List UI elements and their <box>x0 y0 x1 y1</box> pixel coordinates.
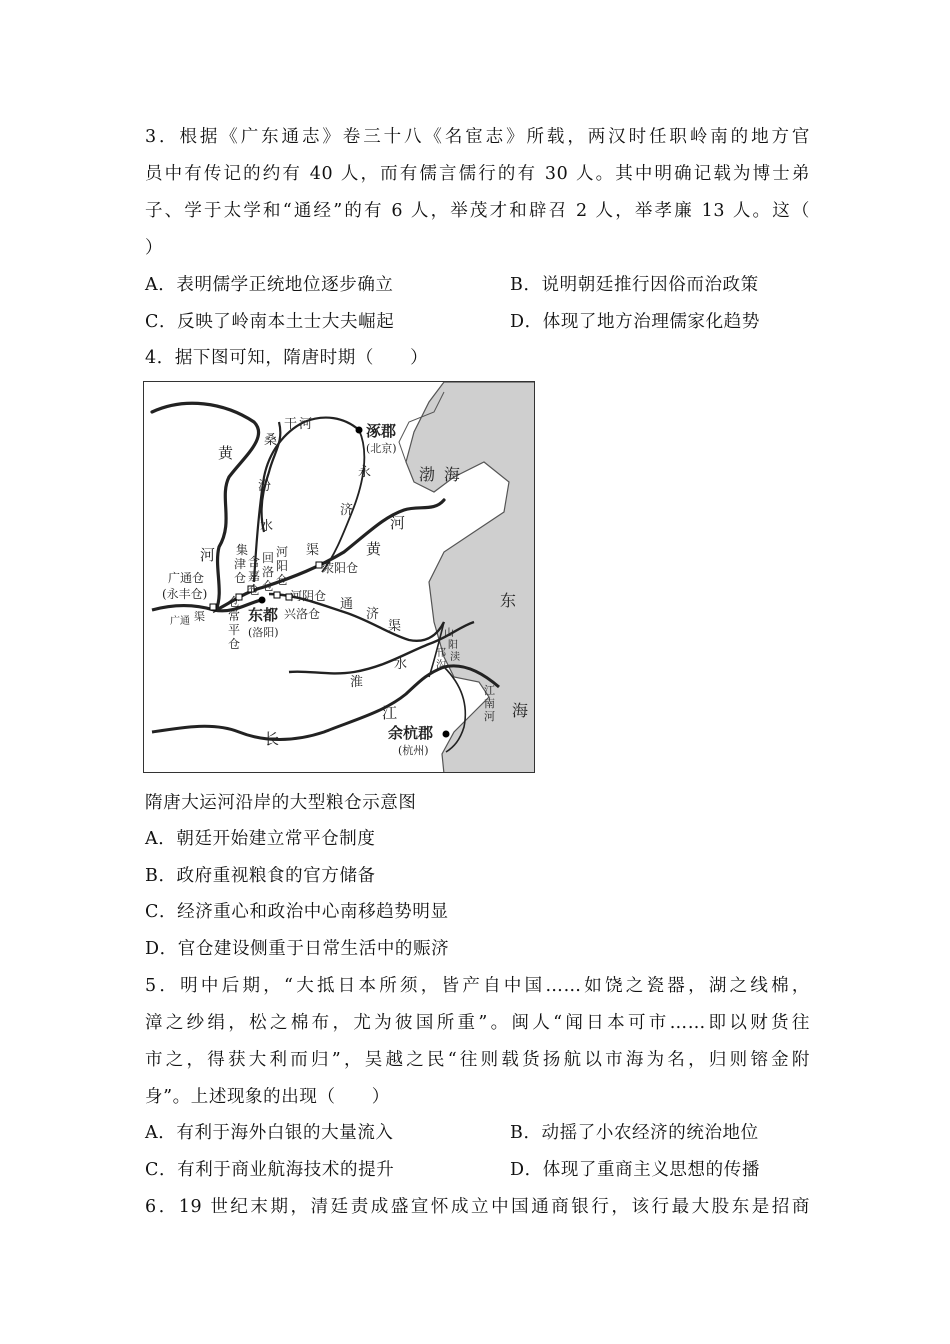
label-guangtong-canal-qu: 渠 <box>194 610 205 623</box>
label-bohai-1: 渤 <box>419 465 436 484</box>
label-hangou-2: 沟 <box>436 660 446 671</box>
label-shui-1: 水 <box>260 519 274 534</box>
label-hanjia-1: 含 <box>248 555 261 569</box>
label-fen: 汾 <box>258 479 272 494</box>
label-yuhang: 余杭郡 <box>388 724 434 742</box>
q4-option-b[interactable]: B．政府重视粮食的官方储备 <box>145 866 376 886</box>
label-hai: 海 <box>512 701 529 720</box>
q3-line-4: ） <box>145 238 164 258</box>
label-he-gan: 河 <box>299 417 313 432</box>
label-jijin-3: 仓 <box>234 571 247 585</box>
label-cang: 仓 <box>228 595 241 609</box>
label-zhuojun: 涿郡 <box>366 422 397 440</box>
q4-option-c[interactable]: C．经济重心和政治中心南移趋势明显 <box>145 902 449 922</box>
q6-line-1: 6．19 世纪末期，清廷责成盛宣怀成立中国通商银行，该行最大股东是招商 <box>145 1197 810 1217</box>
label-hangou-1: 邗 <box>436 648 446 659</box>
yangtze-river <box>152 666 499 740</box>
label-he-2: 河 <box>390 514 406 532</box>
label-gan: 干 <box>284 417 298 432</box>
q5-line-3: 市之，得获大利而归”，吴越之民“往则载货扬航以市海为名，归则镕金附 <box>145 1050 810 1070</box>
label-shanyang-1: 山 <box>444 628 454 639</box>
label-xingluo: 兴洛仓 <box>284 607 321 621</box>
q4-stem: 4．据下图可知，隋唐时期（ ） <box>145 348 429 368</box>
label-hanjia-3: 仓 <box>248 583 261 597</box>
label-he-1: 河 <box>200 546 216 564</box>
map-caption: 隋唐大运河沿岸的大型粮仓示意图 <box>145 793 417 813</box>
label-chang: 长 <box>264 730 280 748</box>
q4-option-d[interactable]: D．官仓建设侧重于日常生活中的赈济 <box>145 939 450 959</box>
label-changping-2: 平 <box>228 623 241 637</box>
label-beijing: (北京) <box>366 442 397 455</box>
label-jijin-1: 集 <box>236 543 249 557</box>
label-changping-3: 仓 <box>228 637 241 651</box>
q3-option-d[interactable]: D．体现了地方治理儒家化趋势 <box>510 312 760 332</box>
label-jiangnan-2: 南 <box>484 697 495 710</box>
label-xingyang: 荥阳仓 <box>322 561 359 575</box>
q3-line-1: 3．根据《广东通志》卷三十八《名宦志》所载，两汉时任职岭南的地方官 <box>145 127 810 147</box>
label-shanyang-2: 阳 <box>448 640 458 651</box>
label-ji-2: 济 <box>366 607 380 622</box>
q3-option-c[interactable]: C．反映了岭南本土士大夫崛起 <box>145 312 395 332</box>
q5-line-4: 身”。上述现象的出现（ ） <box>145 1087 390 1107</box>
granary-marker <box>274 592 280 598</box>
q3-line-2: 员中有传记的约有 40 人，而有儒言儒行的有 30 人。其中明确记载为博士弟 <box>145 164 810 184</box>
label-jiangnan-3: 河 <box>484 710 495 723</box>
granary-marker <box>210 604 216 610</box>
map-svg <box>144 382 535 773</box>
grand-canal-map <box>143 381 535 773</box>
guangtong-canal <box>152 600 262 611</box>
label-ji: 济 <box>340 503 354 518</box>
label-guangtong: 广通仓 <box>168 571 205 585</box>
label-jiang: 江 <box>382 704 398 722</box>
label-heyang-2: 阳 <box>276 559 289 573</box>
label-dongdu: 东都 <box>248 606 279 624</box>
label-huiluo-3: 仓 <box>262 579 275 593</box>
q5-option-c[interactable]: C．有利于商业航海技术的提升 <box>145 1160 395 1180</box>
label-yong: 永 <box>358 465 372 480</box>
label-huai: 淮 <box>350 675 364 690</box>
label-yongfeng: (永丰仓) <box>162 587 208 601</box>
dongdu-dot <box>259 597 266 604</box>
label-heyang-3: 仓 <box>276 573 289 587</box>
label-dong: 东 <box>500 591 517 610</box>
q5-option-a[interactable]: A．有利于海外白银的大量流入 <box>145 1123 394 1143</box>
label-qu-1: 渠 <box>306 543 320 558</box>
label-huiluo-1: 回 <box>262 551 275 565</box>
label-huang-1: 黄 <box>218 444 234 462</box>
label-jiangnan-1: 江 <box>484 684 495 697</box>
label-changping-1: 常 <box>228 609 241 623</box>
label-jijin-2: 津 <box>234 557 247 571</box>
q3-line-3: 子、学于太学和“通经”的有 6 人，举茂才和辟召 2 人，举孝廉 13 人。这（ <box>145 201 810 221</box>
label-luoyang: (洛阳) <box>248 626 279 639</box>
label-sang: 桑 <box>264 433 278 448</box>
q5-option-d[interactable]: D．体现了重商主义思想的传播 <box>510 1160 760 1180</box>
q5-line-2: 漳之纱绢，松之棉布，尤为彼国所重”。闽人“闻日本可市……即以财货往 <box>145 1013 810 1033</box>
label-heyin: 河阴仓 <box>290 589 327 603</box>
label-heyang-1: 河 <box>276 545 289 559</box>
label-tong: 通 <box>340 597 354 612</box>
q3-option-a[interactable]: A．表明儒学正统地位逐步确立 <box>145 275 394 295</box>
label-qu-2: 渠 <box>388 619 402 634</box>
label-guangtong-canal: 广通 <box>170 616 190 627</box>
yuhang-dot <box>443 731 450 738</box>
label-hangzhou: (杭州) <box>398 744 429 757</box>
label-hanjia-2: 嘉 <box>248 569 261 583</box>
label-shui-2: 水 <box>394 657 408 672</box>
q5-line-1: 5．明中后期，“大抵日本所须，皆产自中国……如饶之瓷器，湖之线棉， <box>145 976 810 996</box>
label-huang-2: 黄 <box>366 540 382 558</box>
label-huiluo-2: 洛 <box>262 565 275 579</box>
zhuojun-dot <box>356 427 363 434</box>
q5-option-b[interactable]: B．动摇了小农经济的统治地位 <box>510 1123 759 1143</box>
label-shanyang-3: 渎 <box>450 652 460 663</box>
q4-option-a[interactable]: A．朝廷开始建立常平仓制度 <box>145 829 376 849</box>
q3-option-b[interactable]: B．说明朝廷推行因俗而治政策 <box>510 275 759 295</box>
label-bohai-2: 海 <box>444 465 461 484</box>
